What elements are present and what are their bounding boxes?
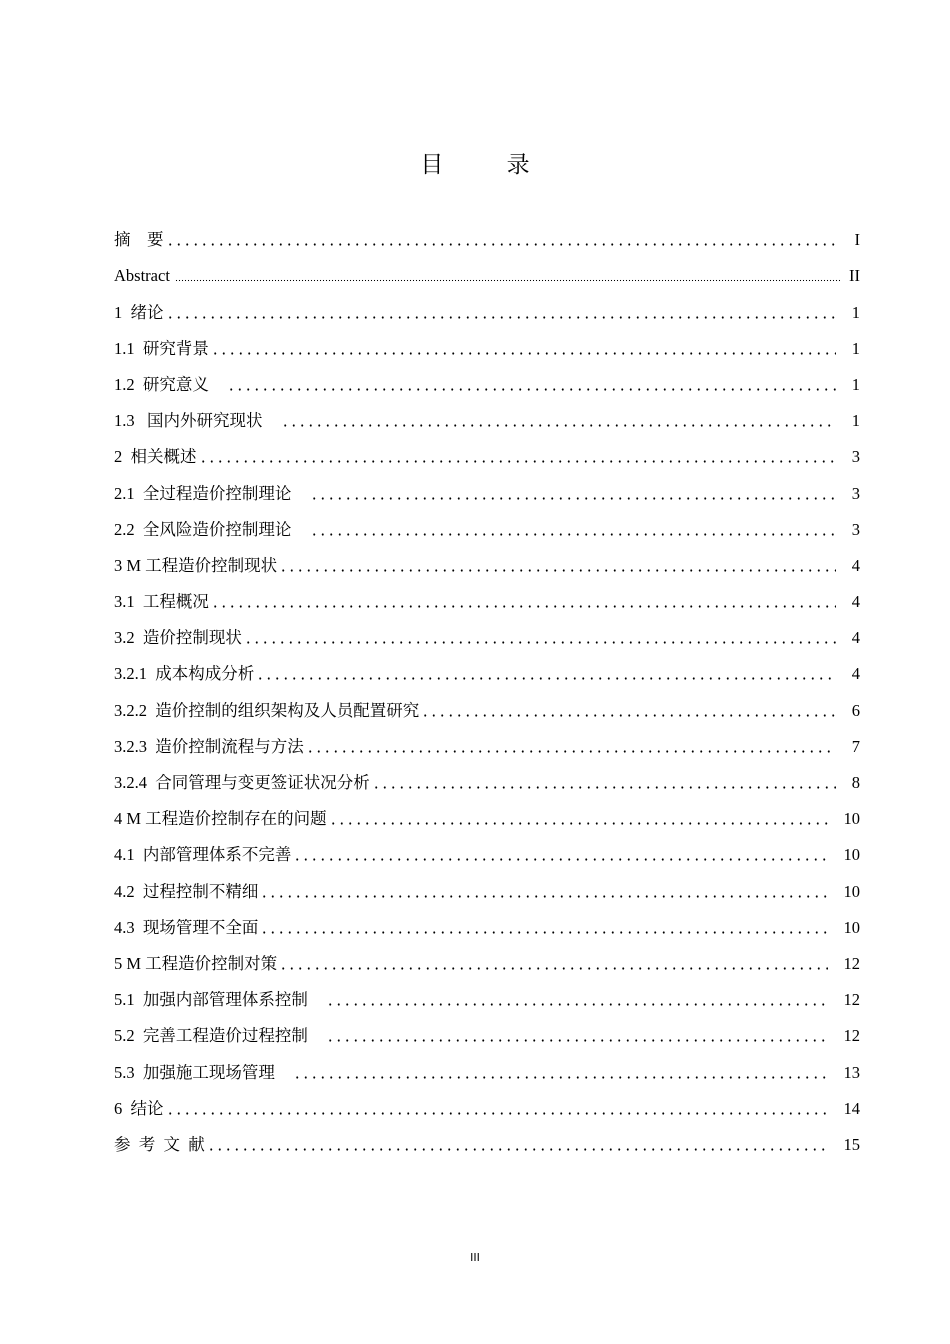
toc-entry-title: 参 考 文 献 [114,1134,205,1154]
toc-entry[interactable] [114,1010,860,1046]
toc-entry-title: 6 结论 [114,1098,164,1118]
toc-entry-page: I [854,230,860,250]
dot-leader [326,1003,828,1006]
toc-entry-title: Abstract [114,266,170,286]
toc-entry-title: 5.2 完善工程造价过程控制 [114,1026,325,1046]
toc-entry[interactable] [114,721,860,757]
toc-entry[interactable] [114,938,860,974]
toc-entry[interactable] [114,214,860,250]
toc-entry-page: 13 [843,1062,860,1082]
toc-entry-title: 3.2 造价控制现状 [114,628,242,648]
toc-entry[interactable] [114,974,860,1010]
dot-leader [244,641,836,644]
toc-entry[interactable] [114,757,860,793]
dot-leader [372,786,836,789]
toc-entry-title: 4.3 现场管理不全面 [114,917,259,937]
toc-entry-page: 10 [843,917,860,937]
dot-leader [310,497,836,500]
toc-entry-page: II [849,266,860,286]
toc-entry-page: 1 [851,302,860,322]
toc-entry-page: 7 [851,736,860,756]
dot-leader [281,424,836,427]
toc-entry-title: 1 绪论 [114,302,164,322]
toc-entry[interactable] [114,684,860,720]
toc-entry[interactable] [114,612,860,648]
toc-entry-page: 4 [851,628,860,648]
dot-leader [279,569,836,572]
toc-entry[interactable] [114,576,860,612]
dot-leader [227,388,836,391]
toc-entry-page: 4 [851,592,860,612]
toc-entry-page: 10 [843,881,860,901]
toc-entry-page: 4 [851,664,860,684]
page-number: III [470,1251,480,1264]
toc-entry[interactable] [114,865,860,901]
toc-entry-page: 1 [851,374,860,394]
toc-entry-title: 1.2 研究意义 [114,374,226,394]
toc-entry-page: 1 [851,411,860,431]
dot-leader [211,352,836,355]
toc-entry[interactable] [114,648,860,684]
toc-entry-title: 2 相关概述 [114,447,197,467]
dot-leader [329,822,828,825]
toc-entry[interactable] [114,1083,860,1119]
toc-entry[interactable] [114,286,860,322]
toc-entry-page: 6 [851,700,860,720]
toc-entry[interactable] [114,250,860,286]
page-title: 目 录 [420,152,558,178]
toc-entry[interactable] [114,793,860,829]
toc-entry-page: 1 [851,338,860,358]
toc-entry-page: 3 [851,483,860,503]
dot-leader [207,1148,828,1151]
dot-leader [260,895,828,898]
dot-leader [279,967,828,970]
toc-entry-title: 2.2 全风险造价控制理论 [114,519,308,539]
dot-leader [166,316,837,319]
toc-entry[interactable] [114,467,860,503]
toc-entry-title: 3.2.1 成本构成分析 [114,664,255,684]
dot-leader [310,533,836,536]
toc-entry-page: 10 [843,809,860,829]
toc-entry[interactable] [114,359,860,395]
toc-entry-page: 8 [851,773,860,792]
toc-entry-title: 3.2.3 造价控制流程与方法 [114,736,304,756]
toc-entry-page: 12 [843,953,860,973]
toc-entry[interactable] [114,323,860,359]
dot-leader [293,1076,828,1079]
toc-entry-page: 15 [843,1134,860,1154]
dot-leader [421,714,836,717]
toc-entry-title: 5 M 工程造价控制对策 [114,953,278,973]
toc-entry[interactable] [114,1046,860,1082]
dot-leader [293,858,828,861]
toc-entry-page: 3 [851,519,860,539]
dot-leader [166,1112,829,1115]
toc-entry[interactable] [114,1119,860,1155]
dot-leader [260,931,828,934]
dot-leader [175,279,840,282]
toc-entry[interactable] [114,395,860,431]
toc-entry-title: 4.1 内部管理体系不完善 [114,845,292,865]
dot-leader [199,460,837,463]
toc-entry-page: 12 [843,1026,860,1046]
toc-entry-title: 摘 要 [114,230,164,250]
toc-entry-title: 1.3 国内外研究现状 [114,411,279,431]
toc-entry-page: 12 [843,990,860,1010]
toc-entry-title: 5.1 加强内部管理体系控制 [114,990,325,1010]
toc-entry-title: 4.2 过程控制不精细 [114,881,259,901]
toc-entry[interactable] [114,431,860,467]
toc-entry[interactable] [114,504,860,540]
dot-leader [306,750,836,753]
dot-leader [166,243,837,246]
table-of-contents [114,214,860,1155]
toc-entry-title: 3.2.4 合同管理与变更签证状况分析 [114,773,370,792]
dot-leader [326,1039,828,1042]
toc-entry[interactable] [114,540,860,576]
toc-entry-title: 4 M 工程造价控制存在的问题 [114,809,327,829]
dot-leader [211,605,836,608]
toc-entry-page: 4 [851,555,860,575]
toc-entry[interactable] [114,902,860,938]
toc-entry-title: 2.1 全过程造价控制理论 [114,483,308,503]
toc-entry-title: 1.1 研究背景 [114,338,209,358]
toc-entry-page: 10 [843,845,860,865]
toc-entry-page: 3 [851,447,860,467]
toc-entry-title: 3.1 工程概况 [114,592,209,612]
toc-entry-page: 14 [843,1098,860,1118]
toc-entry-title: 5.3 加强施工现场管理 [114,1062,292,1082]
toc-entry-title: 3 M 工程造价控制现状 [114,555,278,575]
dot-leader [256,677,836,680]
toc-entry-title: 3.2.2 造价控制的组织架构及人员配置研究 [114,700,420,720]
toc-entry[interactable] [114,829,860,865]
